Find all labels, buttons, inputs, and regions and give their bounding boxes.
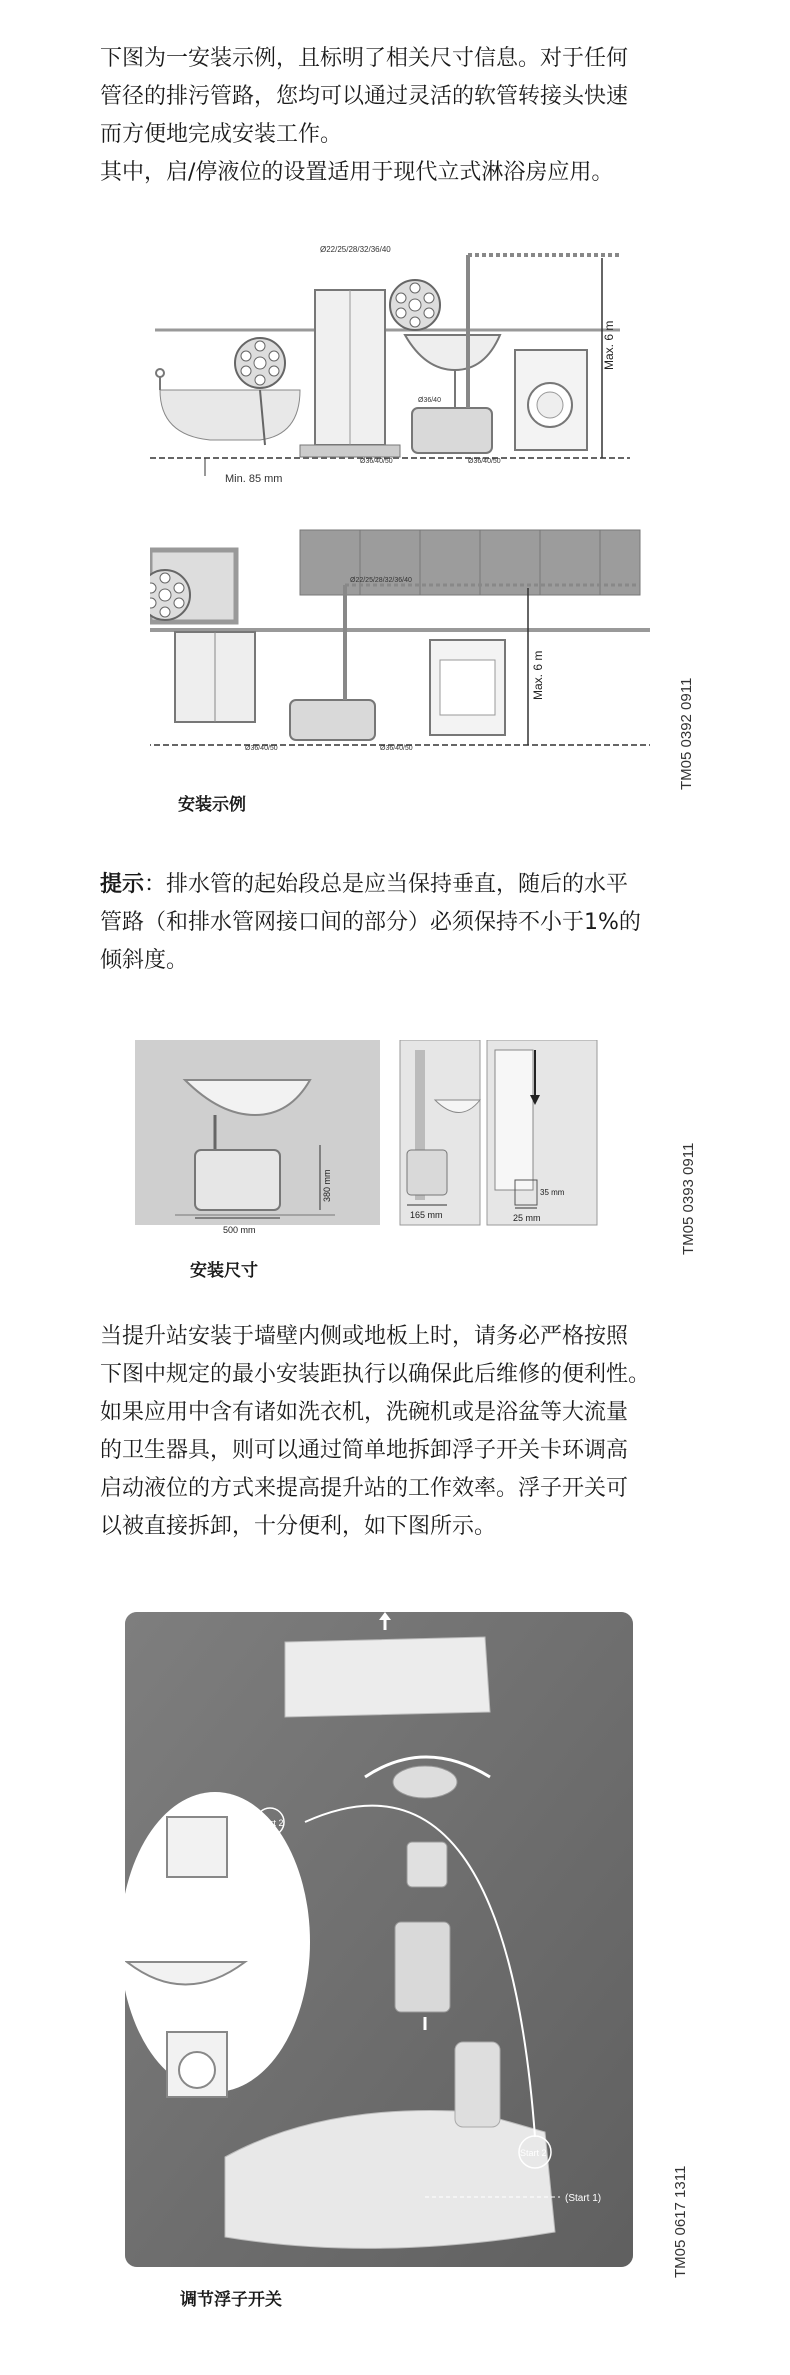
bathroom-scene — [150, 245, 630, 485]
dim-pipe-top: Ø22/25/28/32/36/40 — [320, 245, 391, 254]
start2-bottom-label: Start 2 — [520, 2148, 547, 2158]
front-view — [135, 1040, 380, 1235]
dim-inlet-3: Ø36/40/50 — [468, 458, 501, 465]
caption-installation-dimensions: 安装尺寸 — [190, 1261, 258, 1281]
dim-side: 165 mm — [410, 1210, 443, 1220]
tip-label: 提示 — [100, 872, 145, 897]
intro-line-3: 而方便地完成安装工作。 — [100, 122, 343, 147]
dim-width: 500 mm — [223, 1225, 256, 1235]
dim-inlet-1: Ø36/40 — [418, 397, 441, 404]
dim-inlet-4: Ø36/40/50 — [245, 745, 278, 752]
body2-line-4: 的卫生器具，则可以通过简单地拆卸浮子开关卡环调高 — [100, 1438, 629, 1463]
installation-example-figure — [150, 230, 650, 790]
side-view — [400, 1040, 480, 1225]
body2-line-3: 如果应用中含有诸如洗衣机，洗碗机或是浴盆等大流量 — [100, 1400, 629, 1425]
tm-code-2: TM05 0393 0911 — [680, 1142, 697, 1255]
body2-line-2: 下图中规定的最小安装距执行以确保此后维修的便利性。 — [100, 1362, 651, 1387]
tm-code-1: TM05 0392 0911 — [678, 677, 695, 790]
inlet-holes-icon — [390, 280, 440, 330]
dim-inlet-2: Ø36/40/50 — [360, 458, 393, 465]
body2-line-6: 以被直接拆卸，十分便利，如下图所示。 — [100, 1514, 497, 1539]
body-paragraph-2 — [100, 1318, 740, 1546]
installation-dimensions-figure — [135, 1040, 615, 1255]
intro-paragraph — [100, 40, 740, 192]
inlet-holes-icon — [235, 338, 285, 388]
tip-line-2: 管路（和排水管网接口间的部分）必须保持不小于1%的 — [100, 910, 641, 935]
float-switch-figure — [125, 1612, 645, 2272]
tip-line-3: 倾斜度。 — [100, 948, 189, 973]
inlet-holes-icon — [150, 570, 190, 620]
max-height-label-2: Max. 6 m — [531, 650, 545, 700]
start1-label: (Start 1) — [565, 2193, 602, 2204]
dim-gap: 25 mm — [513, 1213, 541, 1223]
max-height-label-1: Max. 6 m — [602, 320, 616, 370]
caption-float-switch: 调节浮子开关 — [180, 2290, 282, 2310]
body2-line-5: 启动液位的方式来提高提升站的工作效率。浮子开关可 — [100, 1476, 629, 1501]
start2-top-label: Start 2 — [257, 1818, 284, 1828]
kitchen-scene — [150, 530, 650, 752]
dim-small: 35 mm — [540, 1188, 565, 1197]
tm-code-3: TM05 0617 1311 — [672, 2165, 689, 2278]
caption-installation-example: 安装示例 — [178, 795, 246, 815]
wall-view — [487, 1040, 597, 1225]
body2-line-1: 当提升站安装于墙壁内侧或地板上时，请务必严格按照 — [100, 1324, 629, 1349]
dim-pipe-top-2: Ø22/25/28/32/36/40 — [350, 577, 412, 584]
min-height-label: Min. 85 mm — [225, 473, 283, 485]
intro-line-1: 下图为一安装示例，且标明了相关尺寸信息。对于任何 — [100, 46, 629, 71]
dim-inlet-5: Ø36/40/50 — [380, 745, 413, 752]
intro-line-2: 管径的排污管路，您均可以通过灵活的软管转接头快速 — [100, 84, 629, 109]
dim-height: 380 mm — [322, 1169, 332, 1202]
intro-line-4: 其中，启/停液位的设置适用于现代立式淋浴房应用。 — [100, 160, 614, 185]
tip-line-1: ：排水管的起始段总是应当保持垂直，随后的水平 — [144, 872, 629, 897]
tip-paragraph — [100, 866, 740, 980]
